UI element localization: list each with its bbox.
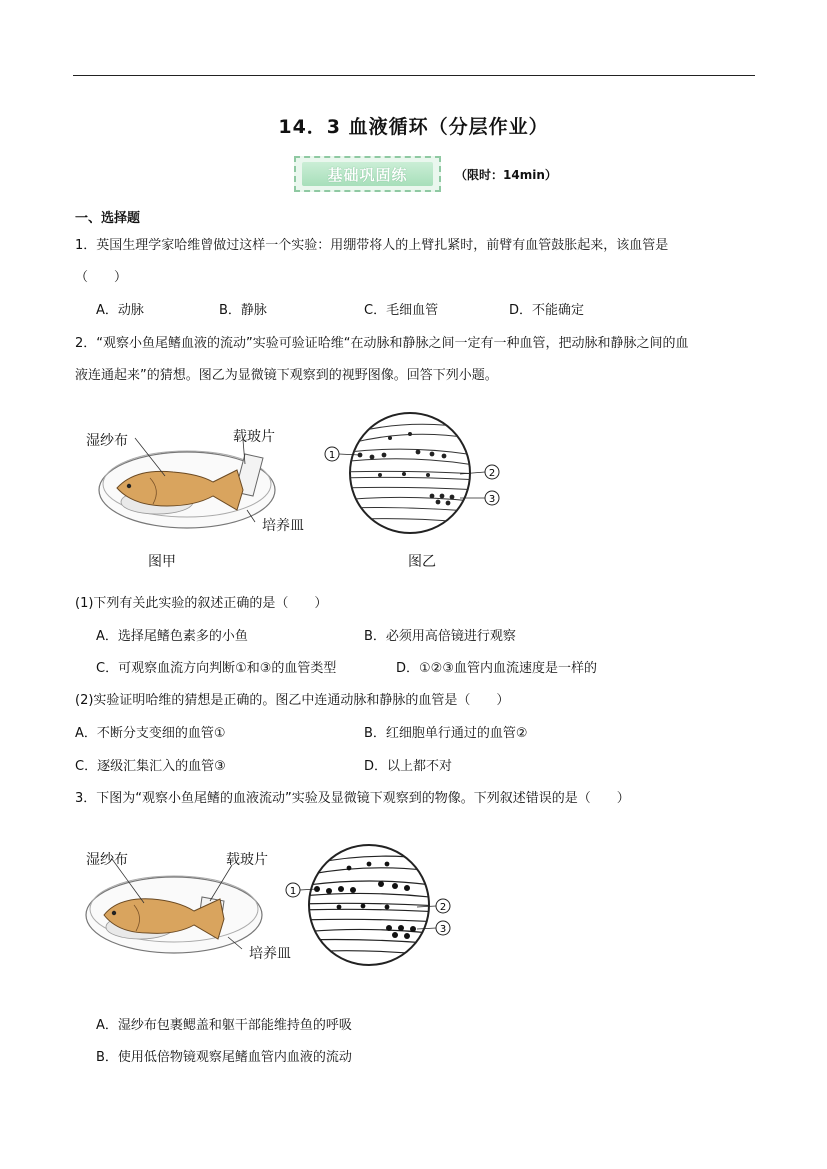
- label-petri-dish: 培养皿: [262, 518, 304, 534]
- q1-stem-line1: 1．英国生理学家哈维曾做过这样一个实验：用绷带将人的上臂扎紧时，前臂有血管鼓胀起来，该血管是: [75, 238, 669, 253]
- q2-sub1-option-c: C．可观察血流方向判断①和③的血管类型: [96, 661, 337, 676]
- section-heading: 一、选择题: [75, 211, 141, 226]
- level-badge-label: 基础巩固练: [302, 162, 433, 186]
- time-limit: （限时：14min）: [455, 168, 557, 182]
- label-wet-gauze-q3: 湿纱布: [86, 852, 128, 868]
- svg-text:1: 1: [289, 886, 297, 897]
- svg-text:2: 2: [488, 468, 496, 479]
- svg-text:2: 2: [439, 902, 447, 913]
- microscope-view-figure-b: [320, 408, 510, 538]
- q2-sub2-option-b: B．红细胞单行通过的血管②: [364, 726, 528, 741]
- header-rule: [73, 75, 755, 76]
- q3-option-a: A．湿纱布包裹鳃盖和躯干部能维持鱼的呼吸: [96, 1018, 352, 1033]
- q1-stem-line2: （ ）: [75, 270, 128, 285]
- q3-option-b: B．使用低倍物镜观察尾鳍血管内血液的流动: [96, 1050, 352, 1065]
- q2-sub1-option-d: D．①②③血管内血流速度是一样的: [396, 661, 597, 676]
- label-glass-slide-q3: 载玻片: [226, 852, 268, 868]
- q1-option-c: C．毛细血管: [364, 303, 439, 318]
- page-title: 14．3 血液循环（分层作业）: [278, 116, 549, 138]
- q2-sub2-option-d: D．以上都不对: [364, 759, 453, 774]
- level-badge: [294, 156, 441, 192]
- q2-sub1-stem: (1)下列有关此实验的叙述正确的是（ ）: [75, 596, 328, 611]
- label-petri-dish-q3: 培养皿: [249, 946, 291, 962]
- label-glass-slide: 载玻片: [233, 429, 275, 445]
- q2-sub1-option-a: A．选择尾鳍色素多的小鱼: [96, 629, 248, 644]
- caption-fig-b: 图乙: [408, 554, 436, 570]
- q1-option-d: D．不能确定: [509, 303, 585, 318]
- svg-text:3: 3: [488, 494, 496, 505]
- svg-text:3: 3: [439, 924, 447, 935]
- q2-sub2-stem: (2)实验证明哈维的猜想是正确的。图乙中连通动脉和静脉的血管是（ ）: [75, 693, 510, 708]
- q2-sub2-option-a: A．不断分支变细的血管①: [75, 726, 226, 741]
- caption-fig-a: 图甲: [148, 554, 176, 570]
- svg-text:1: 1: [328, 450, 336, 461]
- q2-sub2-option-c: C．逐级汇集汇入的血管③: [75, 759, 226, 774]
- q2-sub1-option-b: B．必须用高倍镜进行观察: [364, 629, 516, 644]
- q1-option-a: A．动脉: [96, 303, 144, 318]
- q2-stem-line2: 液连通起来”的猜想。图乙为显微镜下观察到的视野图像。回答下列小题。: [75, 368, 498, 383]
- microscope-view-figure-q3: [283, 840, 473, 970]
- q3-stem: 3．下图为“观察小鱼尾鳍的血液流动”实验及显微镜下观察到的物像。下列叙述错误的是（ ）: [75, 791, 630, 806]
- q2-stem-line1: 2．“观察小鱼尾鳍血液的流动”实验可验证哈维“在动脉和静脉之间一定有一种血管，把动脉和静脉之间的血: [75, 336, 689, 351]
- label-wet-gauze: 湿纱布: [86, 433, 128, 449]
- q1-option-b: B．静脉: [219, 303, 267, 318]
